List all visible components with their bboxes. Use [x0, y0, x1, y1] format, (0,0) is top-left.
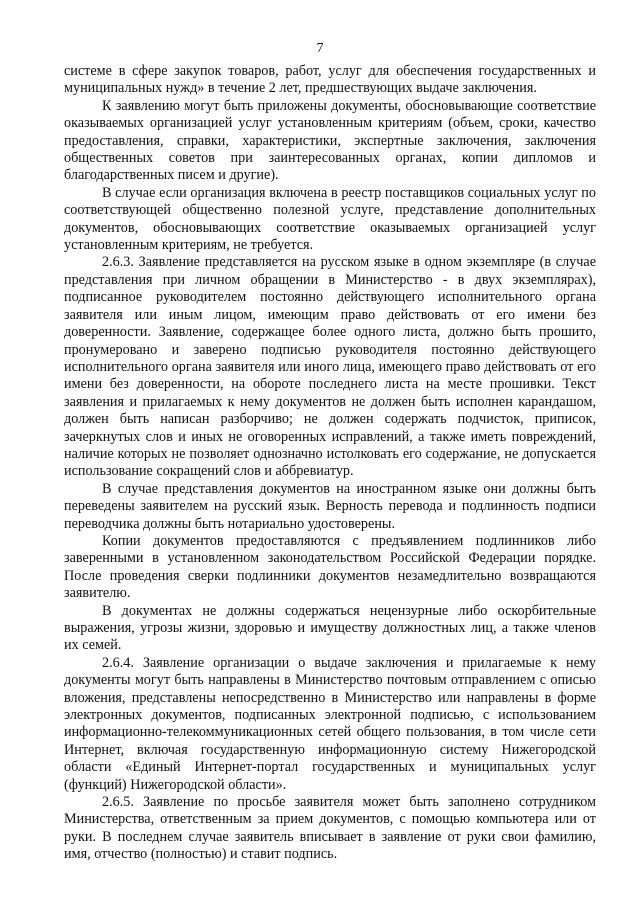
paragraph-obscene: В документах не должны содержаться нецензурные либо оскорбительные выражения, угрозы жизни, здоровью и имуществу должностных лиц, а также членов их семей.: [64, 602, 596, 654]
paragraph-continuation: системе в сфере закупок товаров, работ, услуг для обеспечения государственных и муниципальных нужд» в течение 2 лет, предшествующих выдаче заключения.: [64, 63, 596, 97]
paragraph-2-6-5: 2.6.5. Заявление по просьбе заявителя может быть заполнено сотрудником Министерства, ответственным за прием документов, с помощью компьютера или от руки. В последнем случае заявитель вписывает в заявление от руки свои фамилию, имя, отчество (полностью) и ставит подпись.: [64, 794, 596, 863]
paragraph-copies: Копии документов предоставляются с предъявлением подлинников либо заверенными в установленном законодательством Российской Федерации порядке. После проведения сверки подлинники документов незамедлительно возвращаются заявителю.: [64, 532, 596, 602]
paragraph-2-6-3: 2.6.3. Заявление представляется на русском языке в одном экземпляре (в случае представления при личном обращении в Министерство - в двух экземплярах), подписанное руководителем постоянно действующего исполнительного органа заявителя или иным лицом, имеющим право действовать от его имени без доверенности. Заявление, содержащее более одного листа, должно быть прошито, пронумеровано и заверено подписью руководителя постоянно действующего исполнительного органа заявителя или иного лица, имеющего право действовать от его имени без доверенности, на обороте последнего листа на месте прошивки. Текст заявления и прилагаемых к нему документов не должен быть исполнен карандашом, должен быть написан разборчиво; не должен содержать подчисток, приписок, зачеркнутых слов и иных не оговоренных исправлений, а также иметь повреждений, наличие которых не позволяет однозначно истолковать его содержание, не допускается использование сокращений слов и аббревиатур.: [64, 254, 596, 480]
paragraph-foreign-language: В случае представления документов на иностранном языке они должны быть переведены заявителем на русский язык. Верность перевода и подлинность подписи переводчика должны быть нотариально удостоверены.: [64, 480, 596, 532]
paragraph-2-6-4: 2.6.4. Заявление организации о выдаче заключения и прилагаемые к нему документы могут быть направлены в Министерство почтовым отправлением с описью вложения, представлены непосредственно в Министерство или направлены в форме электронных документов, подписанных электронной подписью, с использованием информационно-телекоммуникационных сетей общего пользования, в том числе сети Интернет, включая государственную информационную систему Нижегородской области «Единый Интернет-портал государственных и муниципальных услуг (функций) Нижегородской области».: [64, 654, 596, 793]
paragraph-attachments: К заявлению могут быть приложены документы, обосновывающие соответствие оказываемых организацией услуг установленным критериям (объем, сроки, качество предоставления, справки, характеристики, экспертные заключения, заключения общественных советов при заинтересованных органах, копии дипломов и благодарственных писем и другие).: [64, 97, 596, 184]
paragraph-registry: В случае если организация включена в реестр поставщиков социальных услуг по соответствующей общественно полезной услуге, представление дополнительных документов, обосновывающих соответствие оказываемых организацией услуг установленным критериям, не требуется.: [64, 184, 596, 254]
page-number: 7: [316, 41, 324, 56]
document-body: [64, 63, 596, 864]
